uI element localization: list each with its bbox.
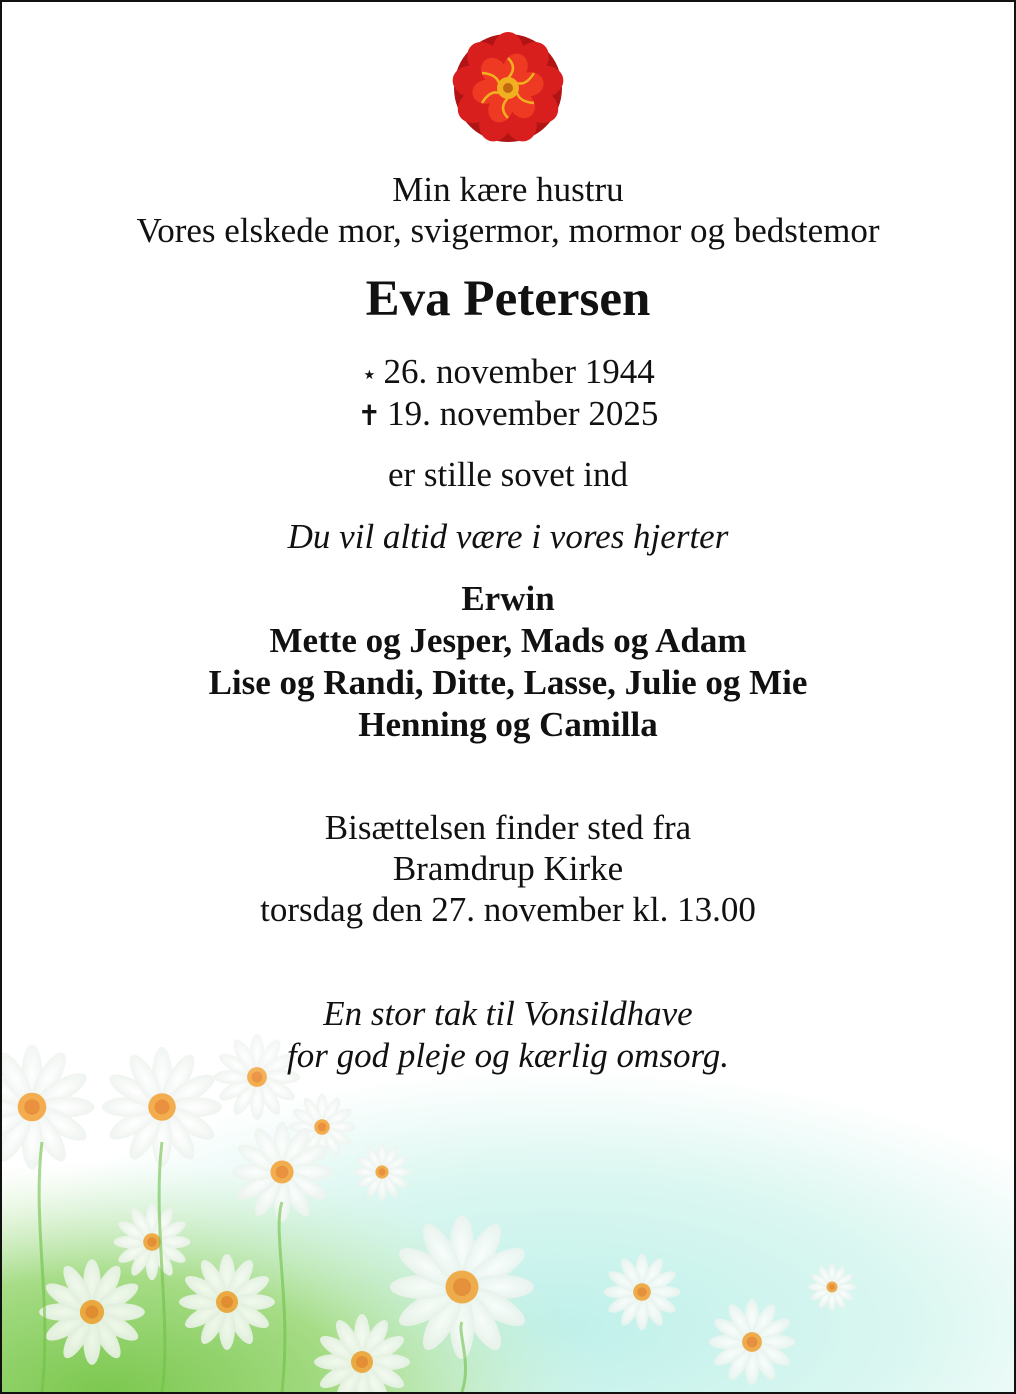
family-member-line: Erwin (461, 579, 555, 618)
thanks-line-1: En stor tak til Vonsildhave (323, 994, 693, 1033)
marigold-flower-icon (448, 28, 568, 148)
birth-date-line (2, 352, 1014, 392)
memorial-quote: Du vil altid være i vores hjerter (287, 517, 729, 556)
deceased-name: Eva Petersen (365, 271, 651, 327)
star-icon: ⋆ (361, 360, 378, 389)
family-member-line: Lise og Randi, Ditte, Lasse, Julie og Mie (208, 663, 808, 702)
intro-line-2: Vores elskede mor, svigermor, mormor og bedstemor (136, 211, 880, 250)
birth-date: 26. november 1944 (383, 352, 655, 391)
intro-line-1: Min kære hustru (392, 170, 624, 209)
service-line-1: Bisættelsen finder sted fra (324, 808, 692, 847)
death-date: 19. november 2025 (387, 394, 659, 433)
death-date-line (2, 394, 1014, 434)
family-member-line: Mette og Jesper, Mads og Adam (269, 621, 747, 660)
thanks-line-2: for god pleje og kærlig omsorg. (286, 1036, 730, 1075)
service-church: Bramdrup Kirke (392, 849, 624, 888)
passing-text: er stille sovet ind (387, 455, 629, 494)
service-datetime: torsdag den 27. november kl. 13.00 (260, 890, 756, 929)
cross-icon: ✝ (357, 399, 382, 432)
family-member-line: Henning og Camilla (358, 705, 658, 744)
